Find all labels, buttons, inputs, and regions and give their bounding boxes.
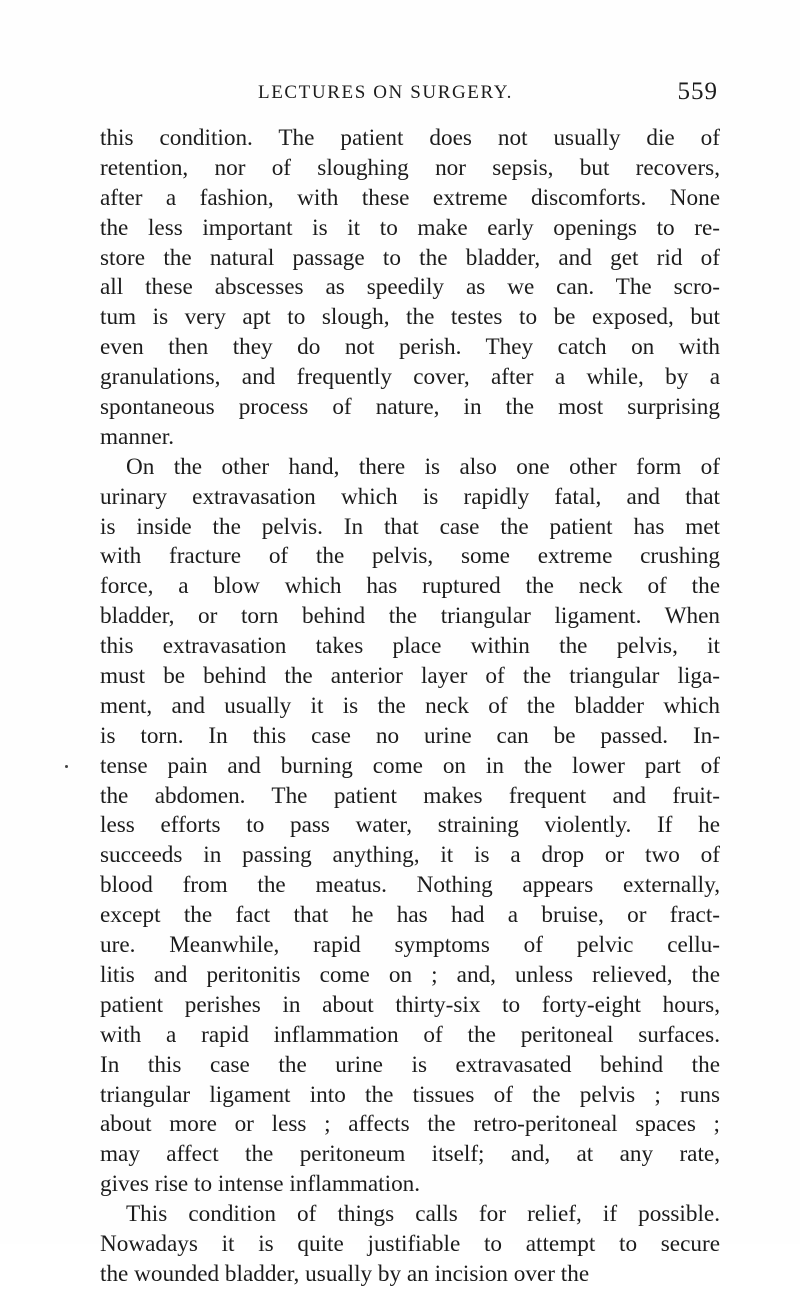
text-line: the abdomen. The patient makes frequent and fruit-	[100, 782, 720, 809]
text-line: On the other hand, there is also one other form of	[126, 453, 720, 480]
text-line: This condition of things calls for relief, if possible.	[126, 1201, 720, 1228]
text-line: except the fact that he has had a bruise, or fract-	[100, 902, 720, 929]
text-line: ure. Meanwhile, rapid symptoms of pelvic cellu-	[100, 932, 720, 959]
text-line: must be behind the anterior layer of the triangular liga-	[100, 663, 720, 690]
text-line: after a fashion, with these extreme discomforts. None	[100, 184, 720, 211]
text-line: Nowadays it is quite justifiable to attempt to secure	[100, 1230, 720, 1257]
body-text	[100, 124, 720, 1290]
text-line: retention, nor of sloughing nor sepsis, but recovers,	[100, 154, 720, 181]
text-line: force, a blow which has ruptured the neck of the	[100, 573, 720, 600]
text-line: spontaneous process of nature, in the most surprising	[100, 394, 720, 421]
text-line: all these abscesses as speedily as we can. The scro-	[100, 274, 720, 301]
text-line: litis and peritonitis come on ; and, unless relieved, the	[100, 961, 720, 988]
text-line: tum is very apt to slough, the testes to be exposed, but	[100, 304, 720, 331]
text-line: the less important is it to make early openings to re-	[100, 214, 720, 241]
text-line: manner.	[100, 423, 175, 450]
text-line: this extravasation takes place within the pelvis, it	[100, 633, 720, 660]
text-line: patient perishes in about thirty-six to forty-eight hours,	[100, 991, 720, 1018]
text-line: urinary extravasation which is rapidly fatal, and that	[100, 483, 720, 510]
text-line: gives rise to intense inflammation.	[100, 1171, 421, 1198]
text-line: even then they do not perish. They catch on with	[100, 334, 720, 361]
text-line: with a rapid inflammation of the peritoneal surfaces.	[100, 1021, 720, 1048]
text-line: this condition. The patient does not usually die of	[100, 125, 720, 151]
text-line: succeeds in passing anything, it is a drop or two of	[100, 842, 720, 869]
running-head	[100, 78, 718, 112]
margin-mark	[65, 765, 68, 768]
paragraph	[100, 453, 720, 1200]
paragraph	[100, 1200, 720, 1290]
text-line: triangular ligament into the tissues of the pelvis ; runs	[100, 1081, 720, 1108]
text-line: less efforts to pass water, straining violently. If he	[100, 812, 720, 839]
text-line: In this case the urine is extravasated behind the	[100, 1051, 720, 1078]
text-line: ment, and usually it is the neck of the bladder which	[100, 692, 720, 719]
paragraph	[100, 124, 720, 453]
page-number: 559	[677, 78, 718, 105]
text-line: store the natural passage to the bladder, and get rid of	[100, 244, 720, 271]
text-line: granulations, and frequently cover, after a while, by a	[100, 364, 720, 391]
text-line: is torn. In this case no urine can be passed. In-	[100, 722, 720, 749]
text-line: with fracture of the pelvis, some extreme crushing	[100, 543, 720, 570]
text-line: is inside the pelvis. In that case the patient has met	[100, 513, 720, 540]
text-line: the wounded bladder, usually by an incision over the	[100, 1260, 590, 1287]
text-line: bladder, or torn behind the triangular ligament. When	[100, 603, 720, 630]
running-title: LECTURES ON SURGERY.	[258, 82, 513, 103]
text-line: may affect the peritoneum itself; and, at any rate,	[100, 1141, 720, 1168]
text-line: blood from the meatus. Nothing appears externally,	[100, 872, 720, 899]
text-line: about more or less ; affects the retro-peritoneal spaces ;	[100, 1111, 720, 1138]
text-line: tense pain and burning come on in the lower part of	[100, 752, 720, 779]
